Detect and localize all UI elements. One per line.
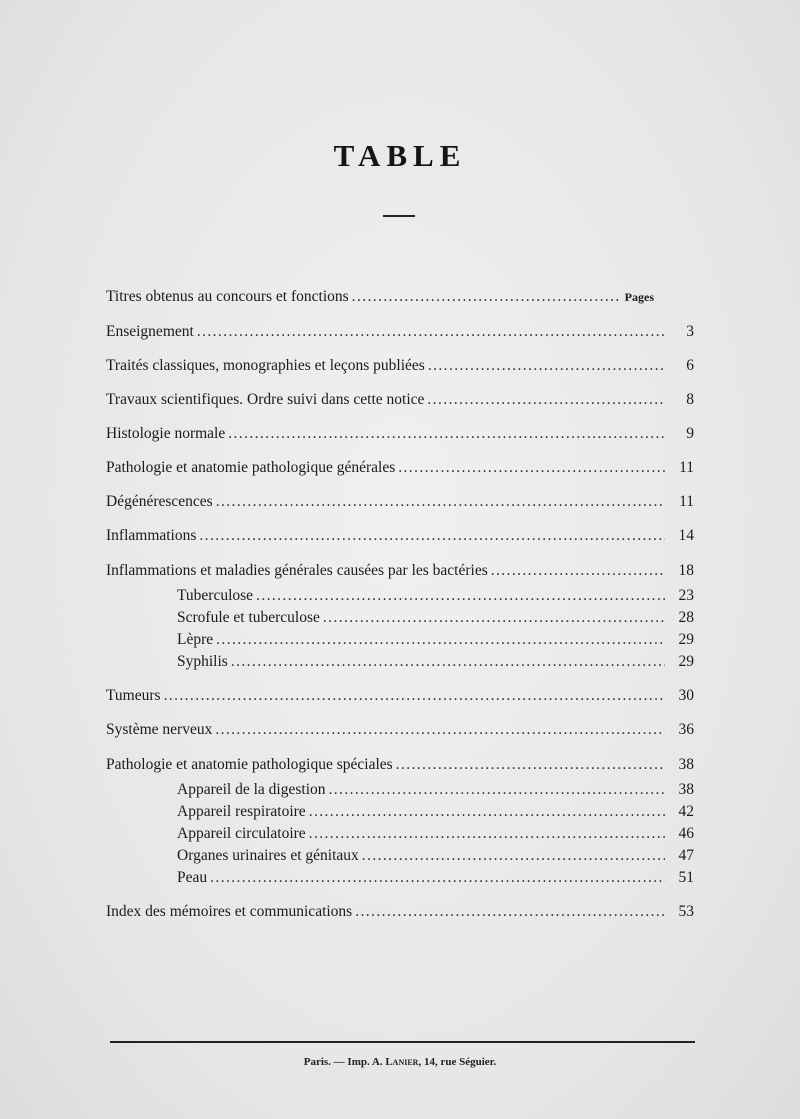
- toc-entry: [106, 390, 694, 410]
- toc-entry-label: Organes urinaires et génitaux: [177, 847, 359, 864]
- toc-entry-page: 53: [678, 903, 694, 920]
- toc-entry-page: 51: [678, 869, 694, 886]
- toc-entry-page: 29: [678, 631, 694, 648]
- footer-rule: [110, 1041, 695, 1043]
- toc-entry-page: 14: [678, 527, 694, 544]
- dot-leader: [164, 686, 665, 706]
- dot-leader: [199, 526, 665, 546]
- toc-entry-label: Pathologie et anatomie pathologique spéciales: [106, 756, 393, 773]
- dot-leader: [352, 287, 620, 307]
- toc-entry-page: 36: [678, 721, 694, 738]
- toc-subentry: [177, 780, 694, 800]
- toc-entry-page: 3: [686, 323, 694, 340]
- toc-entry-page: 11: [679, 459, 694, 476]
- toc-entry: [106, 458, 694, 478]
- toc-entry-page: 23: [678, 587, 694, 604]
- dot-leader: [355, 902, 665, 922]
- toc-entry-label: Syphilis: [177, 653, 228, 670]
- toc-subentry: [177, 608, 694, 628]
- toc-entry-page: 29: [678, 653, 694, 670]
- dot-leader: [216, 492, 665, 512]
- dot-leader: [329, 780, 666, 800]
- toc-entry-label: Inflammations: [106, 527, 197, 544]
- toc-entry-label: Tumeurs: [106, 687, 161, 704]
- dot-leader: [210, 868, 665, 888]
- toc-entry: [106, 424, 694, 444]
- toc-entry-page: 11: [679, 493, 694, 510]
- toc-entry: [106, 322, 694, 342]
- toc-entry-label: Traités classiques, monographies et leçons publiées: [106, 357, 425, 374]
- dot-leader: [228, 424, 665, 444]
- toc-subentry: [177, 824, 694, 844]
- dot-leader: [197, 322, 665, 342]
- printer-imprint: [0, 1056, 800, 1068]
- toc-entry-page: 42: [678, 803, 694, 820]
- toc-subentry: [177, 652, 694, 672]
- dot-leader: [231, 652, 665, 672]
- toc-entry-page: 38: [678, 781, 694, 798]
- dot-leader: [396, 755, 665, 775]
- dot-leader: [428, 356, 665, 376]
- toc-entry-page: 28: [678, 609, 694, 626]
- toc-entry: [106, 755, 694, 775]
- toc-entry-label: Titres obtenus au concours et fonctions: [106, 288, 349, 305]
- dot-leader: [362, 846, 665, 866]
- toc-entry: [106, 561, 694, 581]
- toc-subentry: [177, 586, 694, 606]
- toc-entry-label: Scrofule et tuberculose: [177, 609, 320, 626]
- imprint-address: , 14, rue Séguier.: [418, 1056, 497, 1068]
- toc-entry: [106, 902, 694, 922]
- toc-header-entry: [106, 287, 654, 307]
- toc-entry-page: 18: [678, 562, 694, 579]
- dot-leader: [216, 630, 665, 650]
- toc-entry: [106, 526, 694, 546]
- imprint-printer: Lanier: [385, 1056, 419, 1068]
- dot-leader: [309, 824, 665, 844]
- toc-entry-label: Inflammations et maladies générales causées par les bactéries: [106, 562, 488, 579]
- toc-entry-label: Peau: [177, 869, 208, 886]
- toc-entry-label: Tuberculose: [177, 587, 254, 604]
- dot-leader: [323, 608, 665, 628]
- toc-subentry: [177, 846, 694, 866]
- toc-entry: [106, 686, 694, 706]
- toc-entry-label: Dégénérescences: [106, 493, 213, 510]
- toc-entry-page: 9: [686, 425, 694, 442]
- dot-leader: [309, 802, 665, 822]
- dot-leader: [491, 561, 665, 581]
- toc-entry-label: Appareil circulatoire: [177, 825, 306, 842]
- toc-entry-label: Appareil de la digestion: [177, 781, 326, 798]
- toc-entry: [106, 492, 694, 512]
- toc-entry-label: Histologie normale: [106, 425, 226, 442]
- toc-entry-label: Lèpre: [177, 631, 214, 648]
- toc-entry-label: Index des mémoires et communications: [106, 903, 353, 920]
- dot-leader: [398, 458, 665, 478]
- dot-leader: [215, 720, 665, 740]
- imprint-city: Paris. — Imp. A.: [303, 1056, 386, 1068]
- toc-entry-label: Travaux scientifiques. Ordre suivi dans cette notice: [106, 391, 425, 408]
- toc-subentry: [177, 868, 694, 888]
- toc-entry-page: 38: [678, 756, 694, 773]
- toc-entry: [106, 720, 694, 740]
- toc-subentry: [177, 802, 694, 822]
- toc-entry-page: 47: [678, 847, 694, 864]
- toc-entry: [106, 356, 694, 376]
- toc-entry-page: 46: [678, 825, 694, 842]
- toc-entry-page: 30: [678, 687, 694, 704]
- toc-entry-label: Pathologie et anatomie pathologique générales: [106, 459, 396, 476]
- toc-entry-label: Système nerveux: [106, 721, 213, 738]
- toc-entry-page: 6: [686, 357, 694, 374]
- toc-entry-page: 8: [686, 391, 694, 408]
- toc-entry-label: Appareil respiratoire: [177, 803, 306, 820]
- toc-subentry: [177, 630, 694, 650]
- dot-leader: [256, 586, 665, 606]
- pages-heading: Pages: [624, 290, 654, 304]
- toc-entry-label: Enseignement: [106, 323, 194, 340]
- dot-leader: [427, 390, 665, 410]
- page-title: TABLE: [333, 138, 467, 173]
